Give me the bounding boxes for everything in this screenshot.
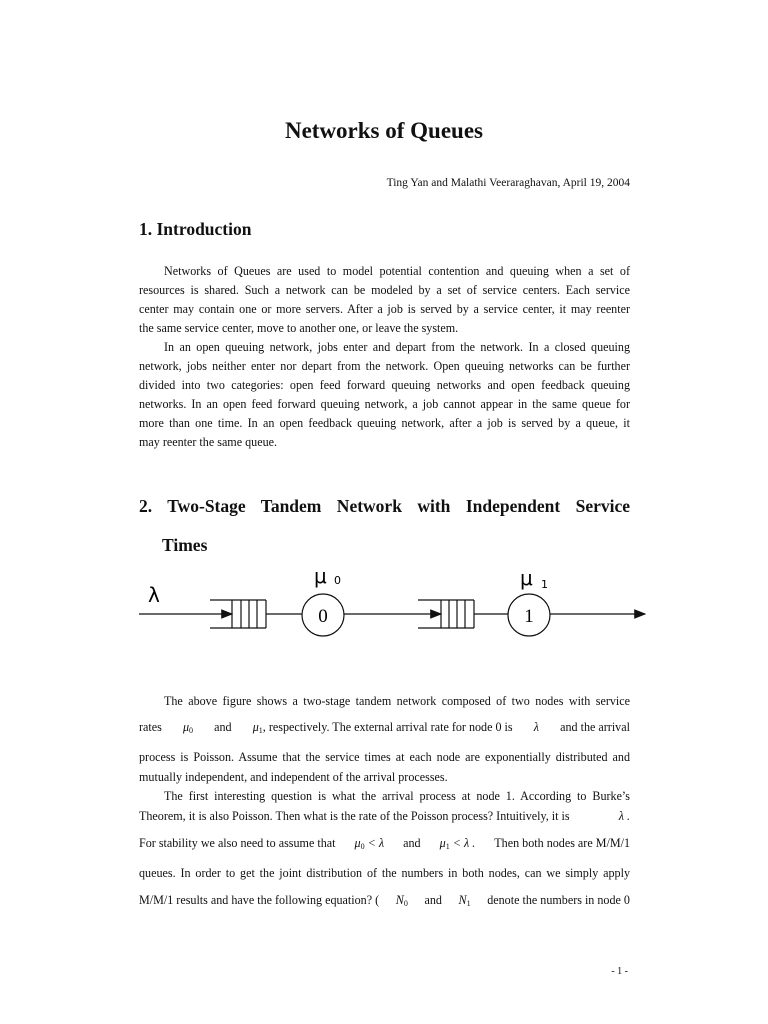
text-line: In an open queuing network, jobs enter and depart from the network. In a closed queuing (164, 340, 630, 354)
n-1-inline: $N_1$ (458, 893, 471, 908)
body-line-5: The first interesting question is what the arrival process at node 1. According to Burke’s (164, 789, 630, 803)
page-number: - 1 - (611, 966, 628, 977)
text-line: divided into two categories: open feed forward queuing networks and open feedback queuing (139, 378, 630, 392)
lambda-inline: λ (533, 720, 539, 734)
author-line: Ting Yan and Malathi Veeraraghavan, April 19, 2004 (386, 177, 630, 189)
mu-0-subscript: 0 (334, 574, 341, 587)
mu-0-inline: $\mu_0$ (182, 720, 194, 735)
body-line-1: The above figure shows a two-stage tandem network composed of two nodes with service (164, 694, 630, 708)
text-line: center may contain one or more servers. After a job is served by a service center, it may reenter (139, 302, 630, 316)
body-line-3: process is Poisson. Assume that the service times at each node are exponentially distributed and (139, 750, 630, 764)
body-line-2: rates $\mu_0$ and $\mu_1$, respectively. The external arrival rate for node 0 is λ and the arrival (139, 720, 630, 735)
tandem-network-figure (0, 560, 768, 670)
lambda-label: λ (148, 583, 160, 607)
section-2-heading (139, 496, 630, 517)
intro-paragraph-1 (139, 262, 630, 338)
section-2-heading-line1: 2. Two-Stage Tandem Network with Independent Service (139, 496, 630, 516)
n-0-inline: $N_0$ (395, 893, 408, 908)
text-line: network, jobs neither enter nor depart from the network. Open queuing networks can be further (139, 359, 630, 373)
text-line: more than one time. In an open feedback queuing network, after a job is served by a queue, it (139, 416, 630, 430)
stability-cond-0: $\mu_0 < \lambda$ (354, 836, 385, 851)
mu-1-symbol: μ (520, 566, 533, 590)
page-title: Networks of Queues (284, 118, 484, 143)
body-line-6: Theorem, it is also Poisson. Then what is the rate of the Poisson process? Intuitively, it is λ . (139, 809, 630, 823)
text-line: may reenter the same queue. (139, 435, 278, 449)
intro-paragraph-2 (139, 338, 630, 452)
body-line-7: For stability we also need to assume that $\mu_0 < \lambda$ and $\mu_1 < \lambda$ . Then both nodes are M/M/1 (139, 836, 630, 851)
mu-0-symbol: μ (314, 564, 327, 588)
mu-1-inline: $\mu_1$, respectively. The external arrival rate for node 0 is (252, 720, 513, 735)
body-line-4: mutually independent, and independent of the arrival processes. (139, 770, 448, 784)
body-line-8: queues. In order to get the joint distribution of the numbers in both nodes, can we simply apply (139, 866, 630, 880)
section-1-heading: 1. Introduction (139, 219, 252, 239)
text-line: resources is shared. Such a network can be modeled by a set of service centers. Each service (139, 283, 630, 297)
stability-cond-1: $\mu_1 < \lambda$ . (439, 836, 476, 851)
section-2-heading-line2: Times (162, 535, 208, 555)
mu-1-subscript: 1 (541, 578, 548, 591)
text-line: networks. In an open feed forward queuing network, a job cannot appear in the same queue for (139, 397, 630, 411)
text-line: the same service center, move to another one, or leave the system. (139, 321, 459, 335)
node-0-label: 0 (318, 606, 328, 627)
node-1-label: 1 (524, 606, 534, 627)
text-line: Networks of Queues are used to model potential contention and queuing when a set of (164, 264, 630, 278)
body-line-9: M/M/1 results and have the following equation? ( $N_0$ and $N_1$ denote the numbers in node 0 (139, 893, 630, 908)
